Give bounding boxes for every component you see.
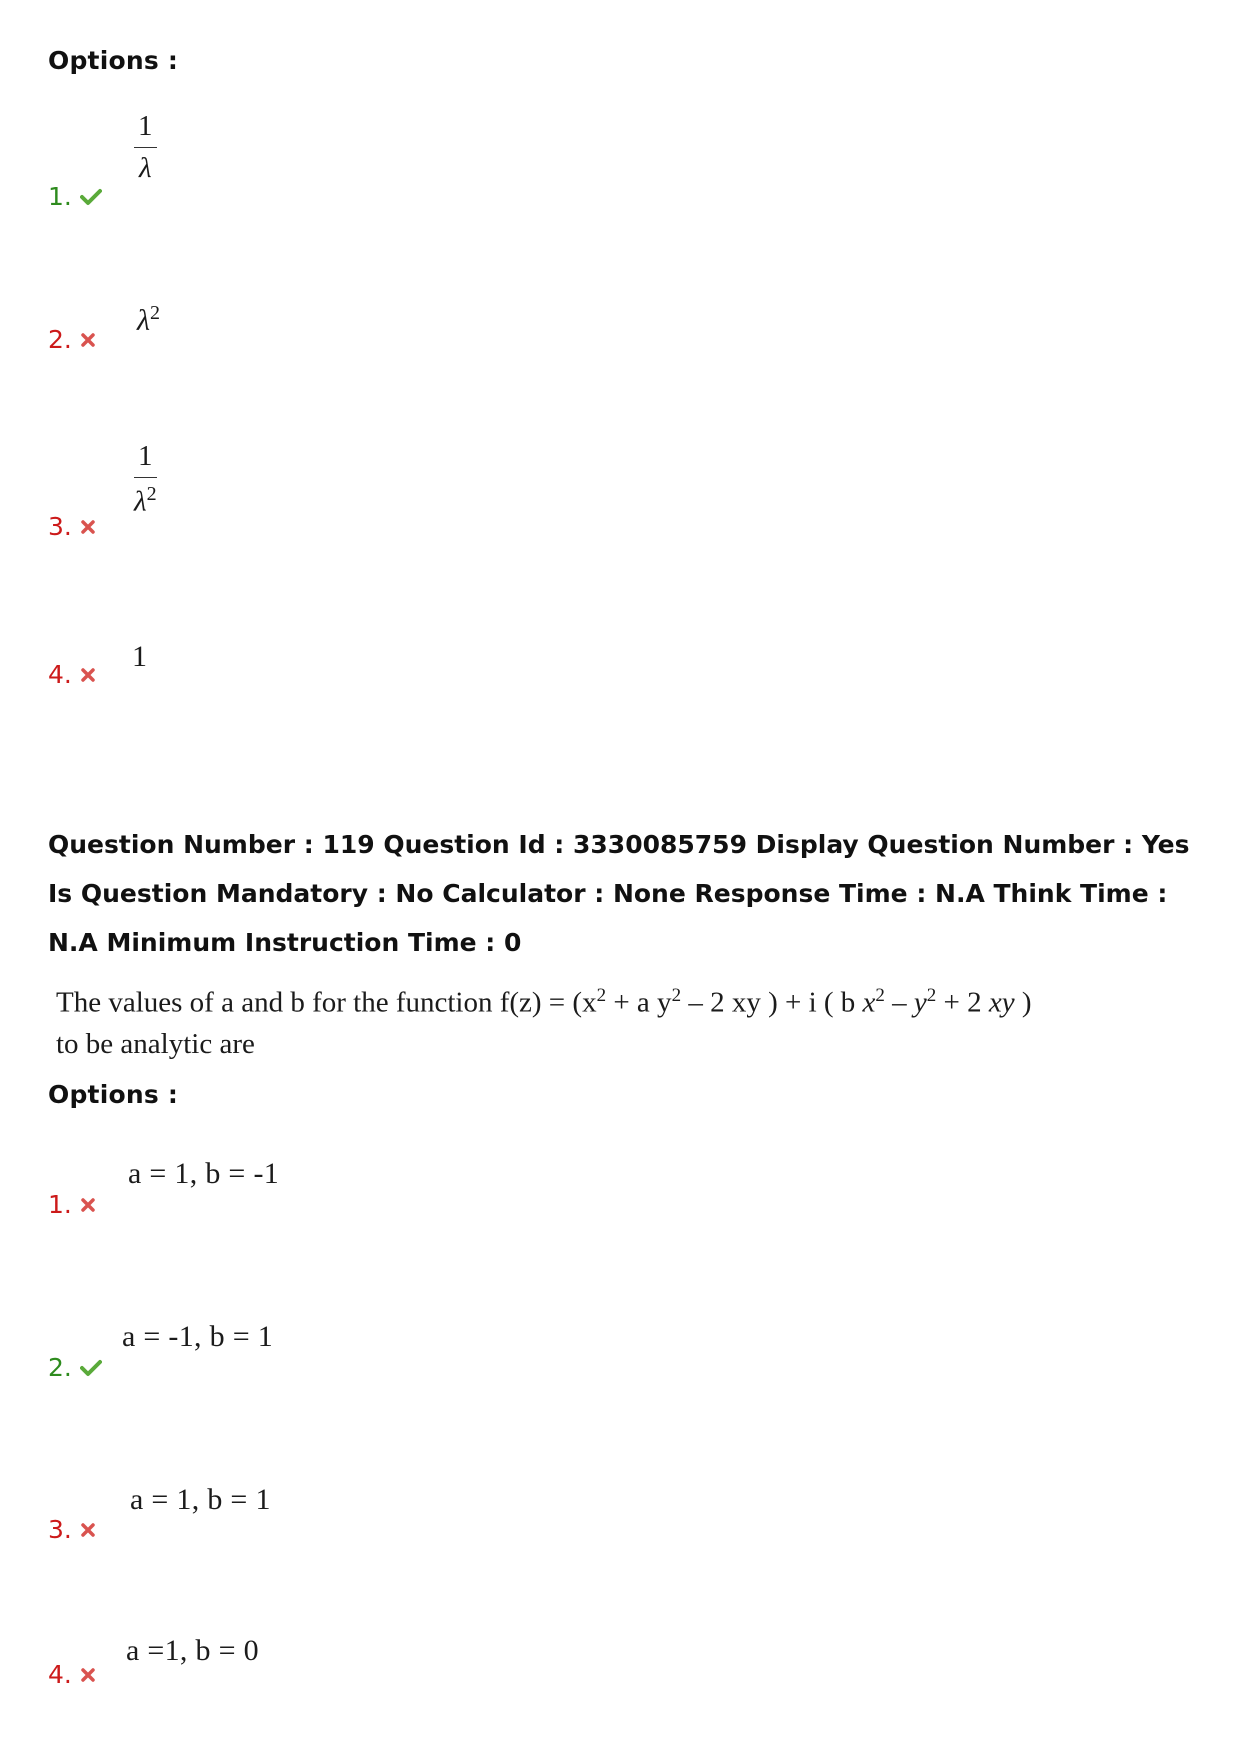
text-segment: ) xyxy=(1014,986,1032,1019)
exponent: 2 xyxy=(596,985,607,1006)
option-number: 3. xyxy=(48,1515,72,1544)
option-3[interactable] xyxy=(48,512,96,541)
option-number: 2. xyxy=(48,1353,72,1382)
option-number: 4. xyxy=(48,1660,72,1689)
option-1-value: a = 1, b = -1 xyxy=(128,1157,280,1190)
option-number: 1. xyxy=(48,182,72,211)
fraction-denominator: λ xyxy=(138,152,152,184)
cross-icon xyxy=(80,1522,96,1538)
text-segment: – 2 xy ) + i ( b xyxy=(681,986,863,1019)
option-number: 3. xyxy=(48,512,72,541)
options-label: Options : xyxy=(48,46,179,75)
cross-icon xyxy=(80,332,96,348)
exponent: 2 xyxy=(875,985,885,1006)
text-segment: The values of a and b for the function f(z) = (x xyxy=(56,986,597,1019)
text-segment: + 2 xyxy=(936,986,989,1019)
option-4[interactable] xyxy=(48,1660,96,1689)
fraction-denominator: λ xyxy=(134,485,147,518)
cross-icon xyxy=(80,1197,96,1213)
options-label: Options : xyxy=(48,1080,179,1109)
question-info: Question Number : 119 Question Id : 3330085759 Display Question Number : Yes Is Question Mandatory : No Calculator : None Response Time : N.A Think Time : N.A Minimum Instruction Time : 0 xyxy=(48,830,1190,957)
cross-icon xyxy=(80,1667,96,1683)
check-icon xyxy=(80,188,102,206)
cross-icon xyxy=(80,667,96,683)
question-text-line-2: to be analytic are xyxy=(56,1027,255,1060)
option-number: 2. xyxy=(48,325,72,354)
power-base: λ xyxy=(137,304,150,337)
option-4-value: a =1, b = 0 xyxy=(126,1634,259,1667)
option-number: 1. xyxy=(48,1190,72,1219)
option-1[interactable] xyxy=(48,1190,96,1219)
power-exponent: 2 xyxy=(150,302,160,324)
variable: xy xyxy=(988,986,1015,1019)
option-1-math xyxy=(134,112,157,183)
option-2-math xyxy=(137,302,160,338)
question-text-line-1 xyxy=(56,975,1032,1024)
option-2[interactable] xyxy=(48,325,96,354)
exponent: 2 xyxy=(926,985,937,1006)
option-number: 4. xyxy=(48,660,72,689)
option-4[interactable] xyxy=(48,660,96,689)
option-2-value: a = -1, b = 1 xyxy=(122,1320,274,1353)
option-3-math xyxy=(130,442,161,517)
text-segment: + a y xyxy=(606,986,672,1019)
fraction-numerator: 1 xyxy=(134,112,157,148)
question-text xyxy=(56,975,1032,1065)
option-2[interactable] xyxy=(48,1353,102,1382)
exponent: 2 xyxy=(671,985,682,1006)
option-3[interactable] xyxy=(48,1515,96,1544)
variable: y xyxy=(913,986,927,1019)
option-4-math: 1 xyxy=(132,640,147,673)
check-icon xyxy=(80,1359,102,1377)
text-segment: – xyxy=(884,986,914,1019)
variable: x xyxy=(862,986,876,1019)
denominator-exponent: 2 xyxy=(146,483,157,505)
cross-icon xyxy=(80,519,96,535)
option-1[interactable] xyxy=(48,182,102,211)
option-3-value: a = 1, b = 1 xyxy=(130,1483,271,1516)
fraction-numerator: 1 xyxy=(134,442,157,478)
